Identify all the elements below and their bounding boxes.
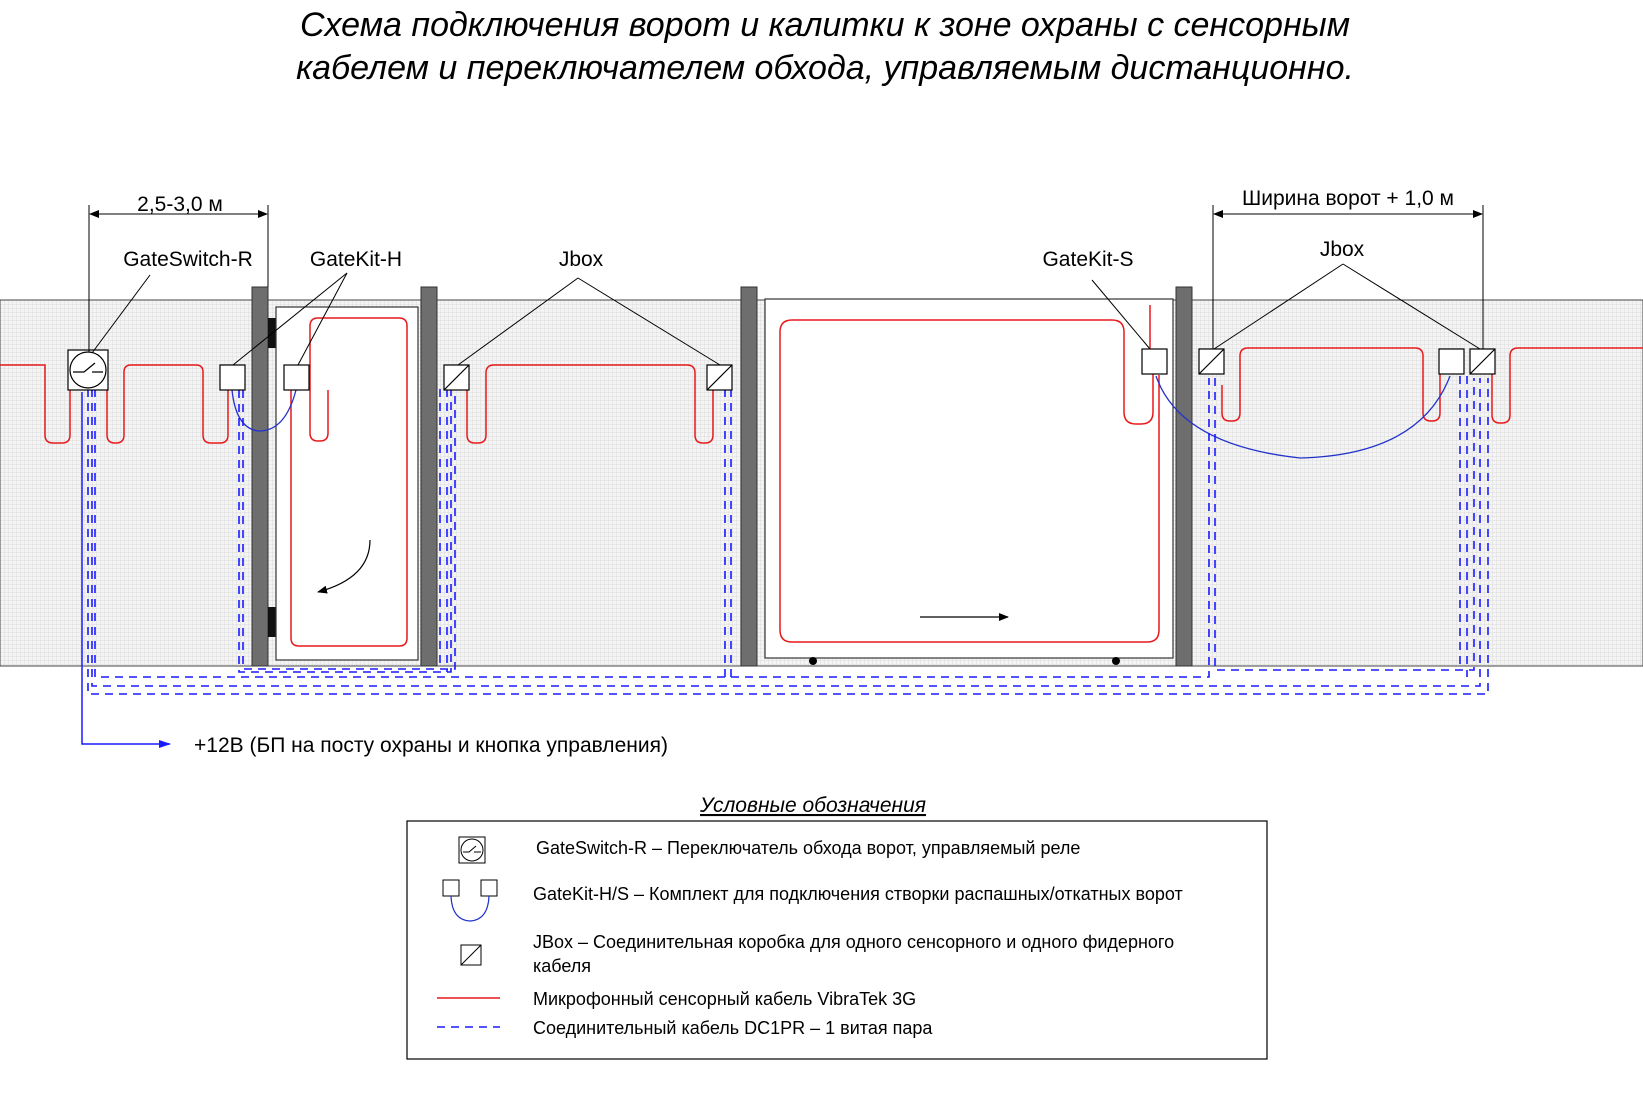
post <box>421 287 437 666</box>
jbox-device <box>707 365 732 390</box>
legend-jbox-symbol <box>461 945 481 965</box>
hinge <box>268 607 276 637</box>
gate-wheel <box>809 657 817 665</box>
jbox-left-label: Jbox <box>558 248 604 271</box>
post <box>741 287 757 666</box>
gatekit-s-box <box>1439 349 1464 374</box>
post <box>1176 287 1192 666</box>
power-label: +12В (БП на посту охраны и кнопка управления) <box>194 734 668 757</box>
jbox-device <box>1199 349 1224 374</box>
dimension-right-label: Ширина ворот + 1,0 м <box>1241 187 1455 210</box>
gatekit-s-box <box>1142 349 1167 374</box>
legend-item-gateswitch: GateSwitch-R – Переключатель обхода ворот, управляемый реле <box>536 838 1081 858</box>
legend-item-sensor-cable: Микрофонный сенсорный кабель VibraTek 3G <box>533 989 917 1009</box>
gateswitch-label: GateSwitch-R <box>123 248 253 271</box>
gatekit-h-label: GateKit-H <box>309 248 403 271</box>
dimension-left-label: 2,5-3,0 м <box>137 193 223 216</box>
title-line-2: кабелем и переключателем обхода, управляемым дистанционно. <box>296 49 1354 87</box>
gatekit-h-box <box>220 365 245 390</box>
legend-gateswitch-symbol <box>459 837 485 863</box>
gateswitch-r-device <box>68 350 108 390</box>
legend-item-gatekit: GateKit-H/S – Комплект для подключения створки распашных/откатных ворот <box>533 884 1183 904</box>
title-line-1: Схема подключения ворот и калитки к зоне охраны с сенсорным <box>300 6 1350 44</box>
gatekit-h-box <box>284 365 309 390</box>
jbox-device <box>444 365 469 390</box>
gate-wheel <box>1112 657 1120 665</box>
legend-item-connection-cable: Соединительный кабель DC1PR – 1 витая пара <box>533 1018 933 1038</box>
legend-item-jbox-line2: кабеля <box>533 956 592 976</box>
legend-item-jbox-line1: JBox – Соединительная коробка для одного сенсорного и одного фидерного <box>533 932 1175 952</box>
jbox-right-label: Jbox <box>1319 238 1365 261</box>
gatekit-s-label: GateKit-S <box>1042 248 1134 271</box>
wicket-leaf <box>276 307 418 660</box>
jbox-device <box>1470 349 1495 374</box>
sliding-gate-leaf <box>765 299 1173 658</box>
legend-title: Условные обозначения <box>700 794 926 817</box>
